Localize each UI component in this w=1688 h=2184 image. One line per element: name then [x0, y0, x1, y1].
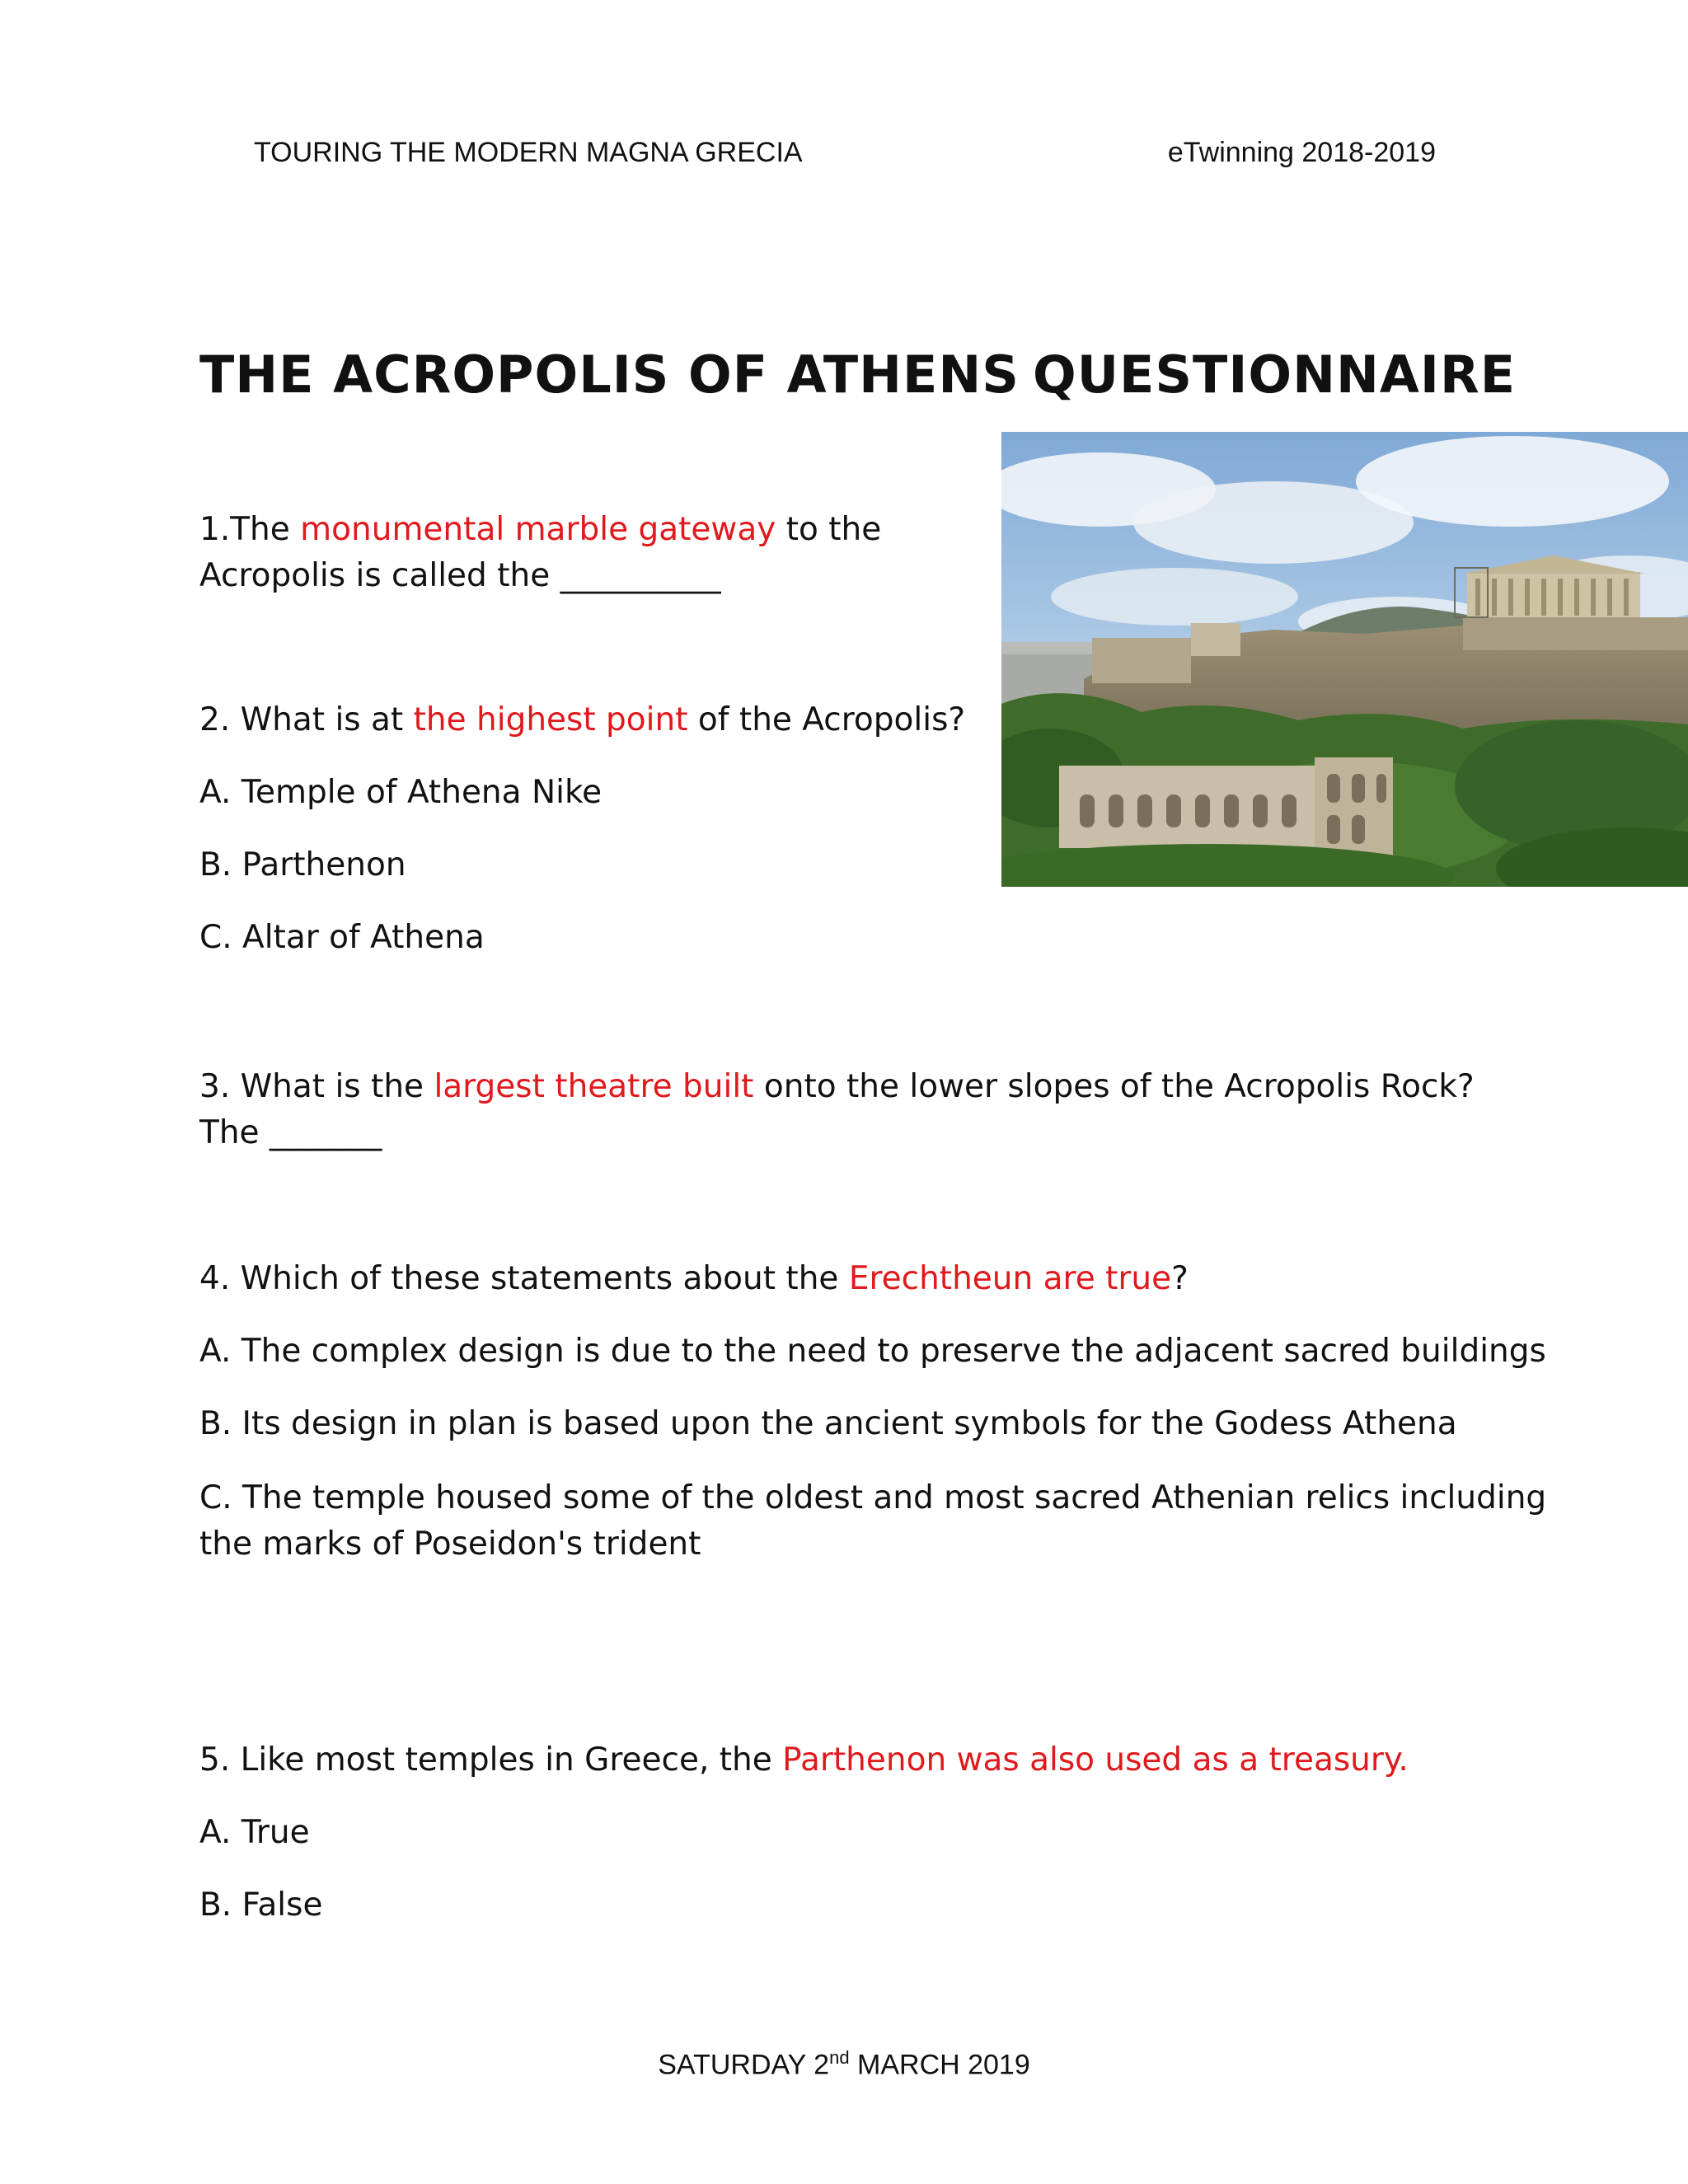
question-3-prefix: 3. What is the [199, 1068, 434, 1105]
question-4-option-c-continued: the marks of Poseidon's trident [199, 1526, 701, 1563]
footer-date-suffix: MARCH 2019 [849, 2049, 1030, 2081]
header-right-text: eTwinning 2018-2019 [1167, 137, 1436, 168]
question-2-option-b: B. Parthenon [199, 846, 406, 883]
question-1-suffix: to the [776, 511, 882, 548]
question-3-line-2: The _______ [199, 1114, 382, 1151]
question-2-prefix: 2. What is at [199, 701, 414, 738]
question-5-option-a: A. True [199, 1814, 310, 1851]
question-2-option-c: C. Altar of Athena [199, 919, 485, 956]
question-3-line-1 [199, 1063, 1475, 1111]
page-title: THE ACROPOLIS OF ATHENS [199, 344, 1020, 405]
question-5-option-b: B. False [199, 1886, 323, 1924]
question-2-suffix: of the Acropolis? [687, 701, 966, 738]
footer-date-ordinal: nd [829, 2047, 850, 2068]
footer-date [0, 2047, 1688, 2081]
question-4-option-c: C. The temple housed some of the oldest and most sacred Athenian relics including [199, 1479, 1547, 1516]
question-1-line-2: Acropolis is called the __________ [199, 557, 721, 594]
footer-date-prefix: SATURDAY 2 [658, 2049, 830, 2081]
question-1-line-1 [199, 506, 881, 554]
question-4-option-a: A. The complex design is due to the need to preserve the adjacent sacred buildings [199, 1333, 1546, 1370]
page-subtitle: QUESTIONNAIRE [1033, 344, 1517, 405]
question-2 [199, 696, 965, 744]
acropolis-photo [1001, 432, 1688, 887]
header-left-text: TOURING THE MODERN MAGNA GRECIA [254, 137, 803, 168]
question-1-prefix: 1.The [199, 511, 301, 548]
question-4 [199, 1255, 1189, 1303]
question-4-prefix: 4. Which of these statements about the [199, 1260, 849, 1297]
question-4-highlight: Erechtheun are true [848, 1260, 1172, 1297]
question-3-highlight: largest theatre built [434, 1068, 754, 1105]
question-4-suffix: ? [1171, 1260, 1189, 1297]
question-3-suffix: onto the lower slopes of the Acropolis Rock? [753, 1068, 1475, 1105]
question-5 [199, 1736, 1409, 1784]
question-5-prefix: 5. Like most temples in Greece, the [199, 1741, 783, 1779]
question-2-highlight: the highest point [413, 701, 688, 738]
question-5-highlight: Parthenon was also used as a treasury. [782, 1741, 1409, 1779]
question-2-option-a: A. Temple of Athena Nike [199, 774, 603, 811]
question-4-option-b: B. Its design in plan is based upon the ancient symbols for the Godess Athena [199, 1405, 1457, 1442]
question-1-highlight: monumental marble gateway [300, 511, 776, 548]
